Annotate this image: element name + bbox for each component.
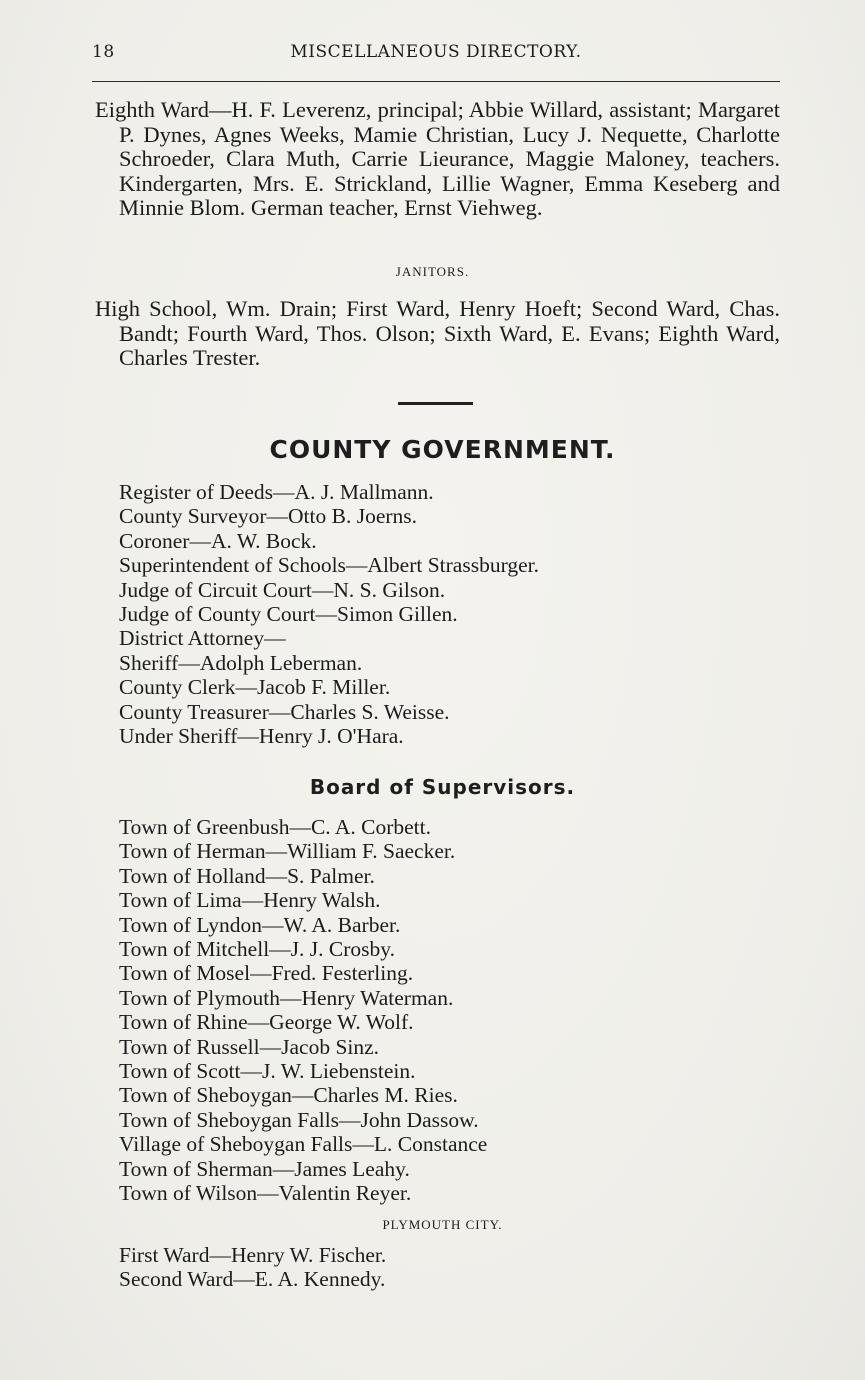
county-officer: County Treasurer—Charles S. Weisse.: [119, 699, 450, 724]
county-officers-list: [119, 480, 539, 748]
plymouth-city-heading: PLYMOUTH CITY.: [382, 1217, 503, 1232]
county-officer: Judge of County Court—Simon Gillen.: [119, 602, 458, 627]
county-officer: Judge of Circuit Court—N. S. Gilson.: [119, 577, 446, 602]
supervisor-entry: Town of Sheboygan Falls—John Dassow.: [119, 1107, 479, 1132]
supervisors-list: [119, 815, 487, 1206]
section-divider: [398, 402, 473, 405]
plymouth-city-list: [119, 1243, 386, 1292]
county-officer: County Clerk—Jacob F. Miller.: [119, 675, 391, 700]
plymouth-ward-entry: Second Ward—E. A. Kennedy.: [119, 1267, 386, 1292]
page-number: 18: [92, 42, 115, 62]
supervisor-entry: Village of Sheboygan Falls—L. Constance: [119, 1132, 488, 1157]
supervisor-entry: Town of Greenbush—C. A. Corbett.: [119, 815, 432, 839]
supervisor-entry: Town of Plymouth—Henry Waterman.: [119, 985, 454, 1010]
county-officer: Superintendent of Schools—Albert Strassburger.: [119, 553, 539, 578]
eighth-ward-paragraph: Eighth Ward—H. F. Leverenz, principal; Abbie Willard, assistant; Margaret P. Dynes, Agnes Weeks, Mamie Christian, Lucy J. Nequette, Charlotte Schroeder, Clara Muth, Carrie Lieurance, Maggie Maloney, teachers. Kindergarten, Mrs. E. Strickland, Lillie Wagner, Emma Keseberg and Minnie Blom. German teacher, Ernst Viehweg.: [95, 97, 780, 221]
page-header: [92, 42, 780, 66]
county-officer: Register of Deeds—A. J. Mallmann.: [119, 480, 434, 504]
county-officer: District Attorney—: [119, 626, 286, 651]
supervisor-entry: Town of Mosel—Fred. Festerling.: [119, 961, 414, 986]
county-government-heading: COUNTY GOVERNMENT.: [269, 435, 616, 464]
county-officer: Sheriff—Adolph Leberman.: [119, 650, 363, 675]
header-rule: [92, 81, 780, 82]
supervisor-entry: Town of Mitchell—J. J. Crosby.: [119, 937, 395, 962]
supervisor-entry: Town of Holland—S. Palmer.: [119, 863, 375, 888]
supervisor-entry: Town of Sheboygan—Charles M. Ries.: [119, 1083, 458, 1108]
supervisor-entry: Town of Sherman—James Leahy.: [119, 1156, 410, 1181]
board-of-supervisors-heading: Board of Supervisors.: [309, 775, 576, 799]
supervisor-entry: Town of Russell—Jacob Sinz.: [119, 1034, 380, 1059]
county-officer: Coroner—A. W. Bock.: [119, 528, 317, 553]
supervisor-entry: Town of Herman—William F. Saecker.: [119, 839, 456, 864]
supervisor-entry: Town of Wilson—Valentin Reyer.: [119, 1181, 412, 1206]
janitors-paragraph: High School, Wm. Drain; First Ward, Henry Hoeft; Second Ward, Chas. Bandt; Fourth Ward, Thos. Olson; Sixth Ward, E. Evans; Eighth Ward, Charles Trester.: [95, 296, 780, 371]
supervisor-entry: Town of Lima—Henry Walsh.: [119, 888, 381, 913]
plymouth-ward-entry: First Ward—Henry W. Fischer.: [119, 1243, 387, 1267]
supervisor-entry: Town of Scott—J. W. Liebenstein.: [119, 1059, 416, 1084]
county-officer: Under Sheriff—Henry J. O'Hara.: [119, 724, 404, 749]
janitors-heading: JANITORS.: [395, 264, 470, 279]
supervisor-entry: Town of Lyndon—W. A. Barber.: [119, 912, 401, 937]
running-head: MISCELLANEOUS DIRECTORY.: [290, 42, 582, 62]
county-officer: County Surveyor—Otto B. Joerns.: [119, 504, 418, 529]
supervisor-entry: Town of Rhine—George W. Wolf.: [119, 1010, 414, 1035]
